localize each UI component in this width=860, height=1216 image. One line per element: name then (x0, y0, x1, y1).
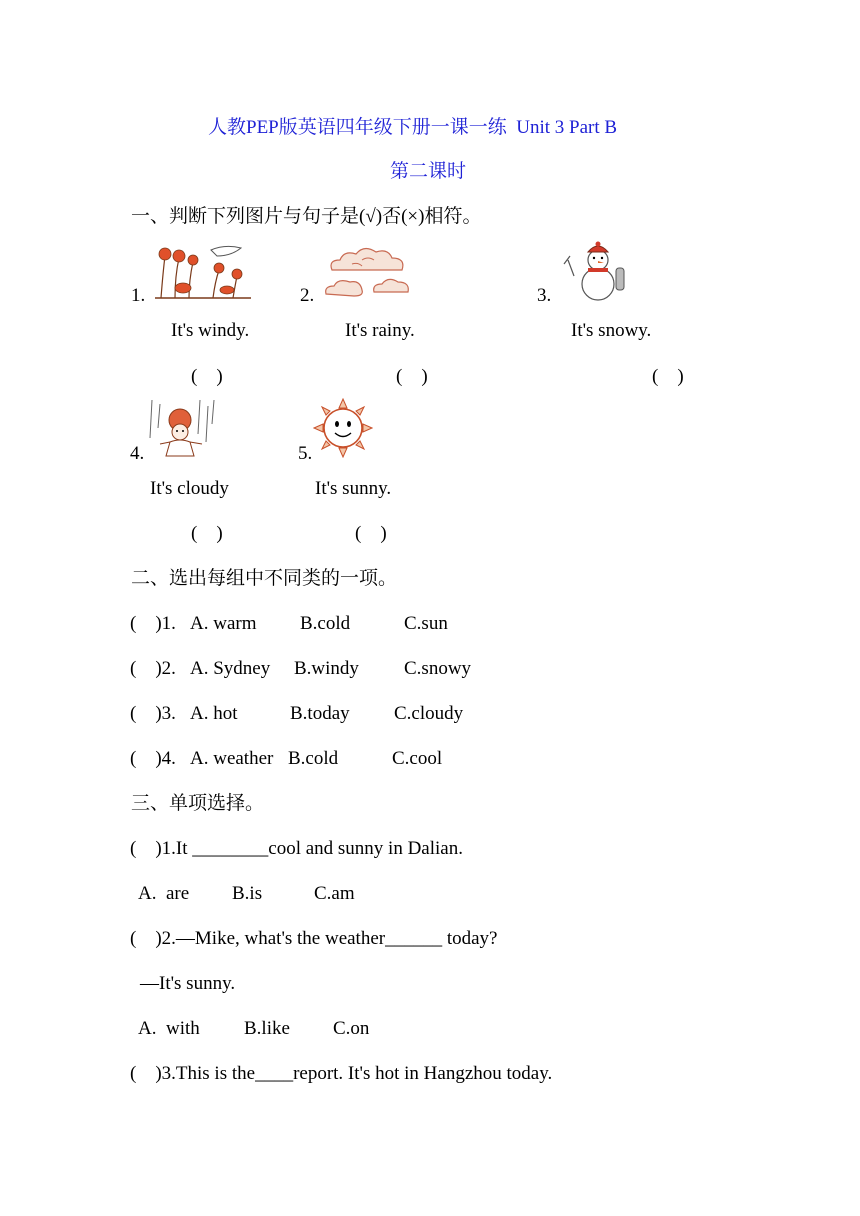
s3-q1-option-c: C.am (314, 883, 355, 904)
s2-q2-option-c: C.snowy (404, 658, 472, 679)
s2-q2-prefix[interactable]: ( )2. (130, 658, 176, 679)
item1-sentence: It's windy. (171, 320, 250, 341)
item5-sentence: It's sunny. (315, 478, 392, 499)
section2-heading: 二、选出每组中不同类的一项。 (131, 568, 398, 589)
s2-q4-option-b: B.cold (288, 748, 339, 769)
item5-answer-blank[interactable]: ( ) (355, 523, 387, 544)
item2-answer-blank[interactable]: ( ) (396, 366, 428, 387)
item2-sentence: It's rainy. (345, 320, 415, 341)
item4-number: 4. (130, 443, 145, 464)
windy-flowers-icon (153, 242, 253, 300)
snowman-icon (560, 240, 628, 302)
s3-q1-option-a: A. are (138, 883, 190, 904)
s2-q2-option-a: A. Sydney (190, 658, 271, 679)
item2-number: 2. (300, 285, 315, 306)
s3-q3-stem: ( )3.This is the____report. It's hot in Hangzhou today. (130, 1063, 553, 1084)
page-title: 人教PEP版英语四年级下册一课一练 Unit 3 Part B (208, 117, 618, 138)
s3-q1-stem: ( )1.It ________cool and sunny in Dalian. (130, 838, 463, 859)
s2-q3-prefix[interactable]: ( )3. (130, 703, 176, 724)
s3-q2-option-a: A. with (138, 1018, 200, 1039)
s2-q3-option-b: B.today (290, 703, 350, 724)
item5-number: 5. (298, 443, 313, 464)
lesson-subtitle: 第二课时 (390, 161, 467, 182)
s3-q1-option-b: B.is (232, 883, 263, 904)
s2-q2-option-b: B.windy (294, 658, 359, 679)
item1-number: 1. (131, 285, 146, 306)
s3-q2-option-c: C.on (333, 1018, 370, 1039)
item4-sentence: It's cloudy (150, 478, 229, 499)
item4-answer-blank[interactable]: ( ) (191, 523, 223, 544)
item3-sentence: It's snowy. (571, 320, 652, 341)
s2-q3-option-c: C.cloudy (394, 703, 464, 724)
sun-icon (313, 398, 373, 458)
s2-q4-option-a: A. weather (190, 748, 274, 769)
rain-girl-icon (146, 398, 218, 460)
clouds-icon (322, 242, 414, 300)
item3-answer-blank[interactable]: ( ) (652, 366, 684, 387)
s2-q1-option-a: A. warm (190, 613, 257, 634)
item3-number: 3. (537, 285, 552, 306)
section3-heading: 三、单项选择。 (131, 793, 265, 814)
item1-answer-blank[interactable]: ( ) (191, 366, 223, 387)
s2-q4-prefix[interactable]: ( )4. (130, 748, 176, 769)
section1-heading: 一、判断下列图片与句子是(√)否(×)相符。 (131, 206, 482, 227)
s3-q2-option-b: B.like (244, 1018, 290, 1039)
s3-q2-answer-line: —It's sunny. (140, 973, 236, 994)
s2-q1-prefix[interactable]: ( )1. (130, 613, 176, 634)
s2-q1-option-c: C.sun (404, 613, 448, 634)
s2-q1-option-b: B.cold (300, 613, 351, 634)
s2-q4-option-c: C.cool (392, 748, 443, 769)
s3-q2-stem: ( )2.—Mike, what's the weather______ today? (130, 928, 498, 949)
s2-q3-option-a: A. hot (190, 703, 238, 724)
